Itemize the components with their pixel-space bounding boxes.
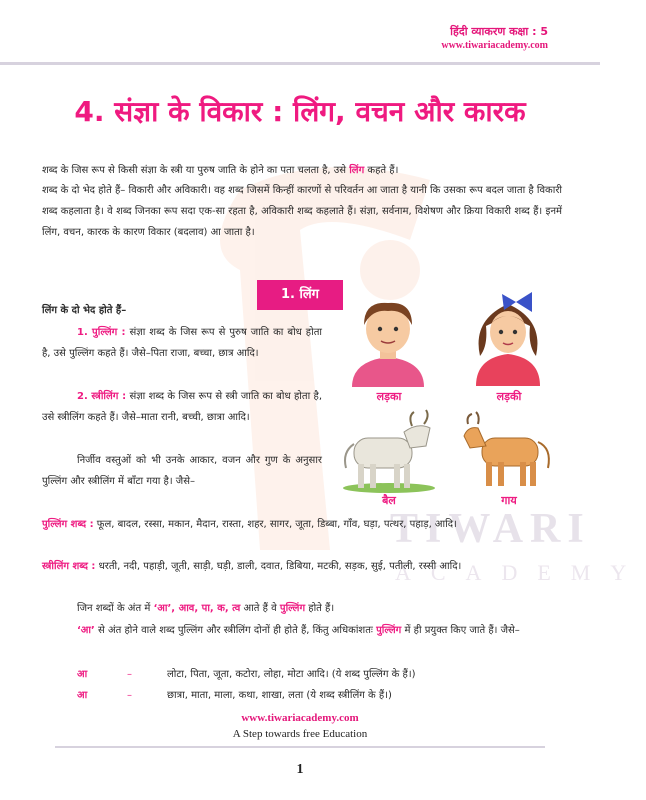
feminine-text: संज्ञा शब्द के जिस रूप से स्त्री जाति का बोध होता है, उसे स्त्रीलिंग कहते हैं। जैसे–माता रानी, बच्ची, छात्रा आदि। xyxy=(42,391,323,423)
rule1-term: पुल्लिंग xyxy=(279,603,306,614)
masculine-text: संज्ञा शब्द के जिस रूप से पुरुष जाति का बोध होता है, उसे पुल्लिंग कहते हैं। जैसे–पिता राजा, बच्चा, छात्र आदि। xyxy=(42,327,322,359)
ox-caption: बैल xyxy=(382,494,396,507)
girl-caption: लड़की xyxy=(496,390,522,403)
header-divider xyxy=(0,62,600,65)
feminine-words: धरती, नदी, पहाड़ी, जूती, साड़ी, घड़ी, डाली, दवात, डिबिया, मटकी, सड़क, सुई, पतीली, रस्सी आदि। xyxy=(95,561,462,572)
intro-paragraph-2: शब्द के दो भेद होते हैं– विकारी और अविकारी। वह शब्द जिसमें किन्हीं कारणों से परिवर्तन आ जाता है यानी कि उसका रूप बदल जाता है विकारी शब्द कहलाता है। वे शब्द जिनका रूप सदा एक-सा रहता है, अविकारी शब्द कहलाते हैं। संज्ञा, सर्वनाम, विशेषण और क्रिया विकारी शब्द हैं। इनमें लिंग, वचन, कारक के कारण विकार (बदलाव) आ जाता है। xyxy=(42,185,562,238)
intro-term-ling: लिंग xyxy=(349,165,365,176)
rule1-endings: ‘आ’, आव, पा, क, त्व xyxy=(153,603,241,614)
watermark-subtext: ACADEMY xyxy=(395,560,646,585)
rule1-text-b: आते हैं वे xyxy=(240,603,280,614)
feminine-label: 2. स्त्रीलिंग : xyxy=(77,391,127,402)
rule1-text-c: होते हैं। xyxy=(305,603,335,614)
boy-illustration xyxy=(338,295,438,387)
masculine-words: फूल, बादल, रस्सा, मकान, मैदान, रास्ता, शहर, सागर, जूता, डिब्बा, गाँव, घड़ा, पत्थर, पहाड़, आदि। xyxy=(93,519,457,530)
inanimate-paragraph: निर्जीव वस्तुओं को भी उनके आकार, वजन और गुण के अनुसार पुल्लिंग और स्त्रीलिंग में बाँटा गया है। जैसे– xyxy=(42,455,322,487)
ending-rule-2 xyxy=(42,620,562,641)
girl-illustration xyxy=(458,286,558,386)
page-number: 1 xyxy=(296,762,304,777)
intro-paragraph-1 xyxy=(42,160,562,181)
intro-p1-end: कहते हैं। xyxy=(364,165,399,176)
header-site-url[interactable]: www.tiwariacademy.com xyxy=(441,40,548,51)
footer-divider xyxy=(55,746,545,748)
masculine-words-label: पुल्लिंग शब्द : xyxy=(42,519,94,530)
rule2-text-b: में ही प्रयुक्त किए जाते हैं। जैसे– xyxy=(401,625,520,636)
example-text: छात्रा, माता, माला, कथा, शाखा, लता (ये शब्द स्त्रीलिंग के हैं।) xyxy=(167,690,392,701)
example-dash: – xyxy=(127,669,132,680)
intro-p1-text: शब्द के जिस रूप से किसी संज्ञा के स्त्री या पुरुष जाति के होने का पता चलता है, उसे xyxy=(42,165,350,176)
rule2-text-a: से अंत होने वाले शब्द पुल्लिंग और स्त्रीलिंग दोनों ही होते हैं, किंतु अधिकांशतः xyxy=(94,625,377,636)
example-ending: आ xyxy=(77,690,88,701)
gender-subheading: लिंग के दो भेद होते हैं– xyxy=(42,305,127,316)
example-row-feminine xyxy=(77,687,392,701)
example-dash: – xyxy=(127,690,132,701)
boy-caption: लड़का xyxy=(376,390,402,403)
example-text: लोटा, पिता, जूता, कटोरा, लोहा, मोटा आदि। (ये शब्द पुल्लिंग के हैं।) xyxy=(167,669,416,680)
masculine-label: 1. पुल्लिंग : xyxy=(77,327,126,338)
masculine-word-list xyxy=(42,514,562,535)
rule2-term: पुल्लिंग xyxy=(376,625,402,636)
footer-url[interactable]: www.tiwariacademy.com xyxy=(241,712,359,724)
masculine-definition xyxy=(42,322,322,364)
cow-caption: गाय xyxy=(501,494,517,507)
example-ending: आ xyxy=(77,669,88,680)
rule1-text-a: जिन शब्दों के अंत में xyxy=(77,603,154,614)
feminine-words-label: स्त्रीलिंग शब्द : xyxy=(42,561,96,572)
chapter-title: 4. संज्ञा के विकार : लिंग, वचन और कारक xyxy=(74,95,526,128)
section-heading-ling: 1. लिंग xyxy=(257,280,343,310)
ox-illustration xyxy=(334,408,444,494)
rule2-aa: ‘आ’ xyxy=(77,625,95,636)
ending-rule-1 xyxy=(77,598,557,619)
header-class-label: हिंदी व्याकरण कक्षा : 5 xyxy=(450,25,548,38)
feminine-word-list xyxy=(42,556,562,577)
feminine-definition xyxy=(42,386,322,428)
cow-illustration xyxy=(458,408,568,494)
footer-tagline: A Step towards free Education xyxy=(232,728,368,740)
example-row-masculine xyxy=(77,666,416,680)
watermark-text: TIWARI xyxy=(390,506,591,552)
